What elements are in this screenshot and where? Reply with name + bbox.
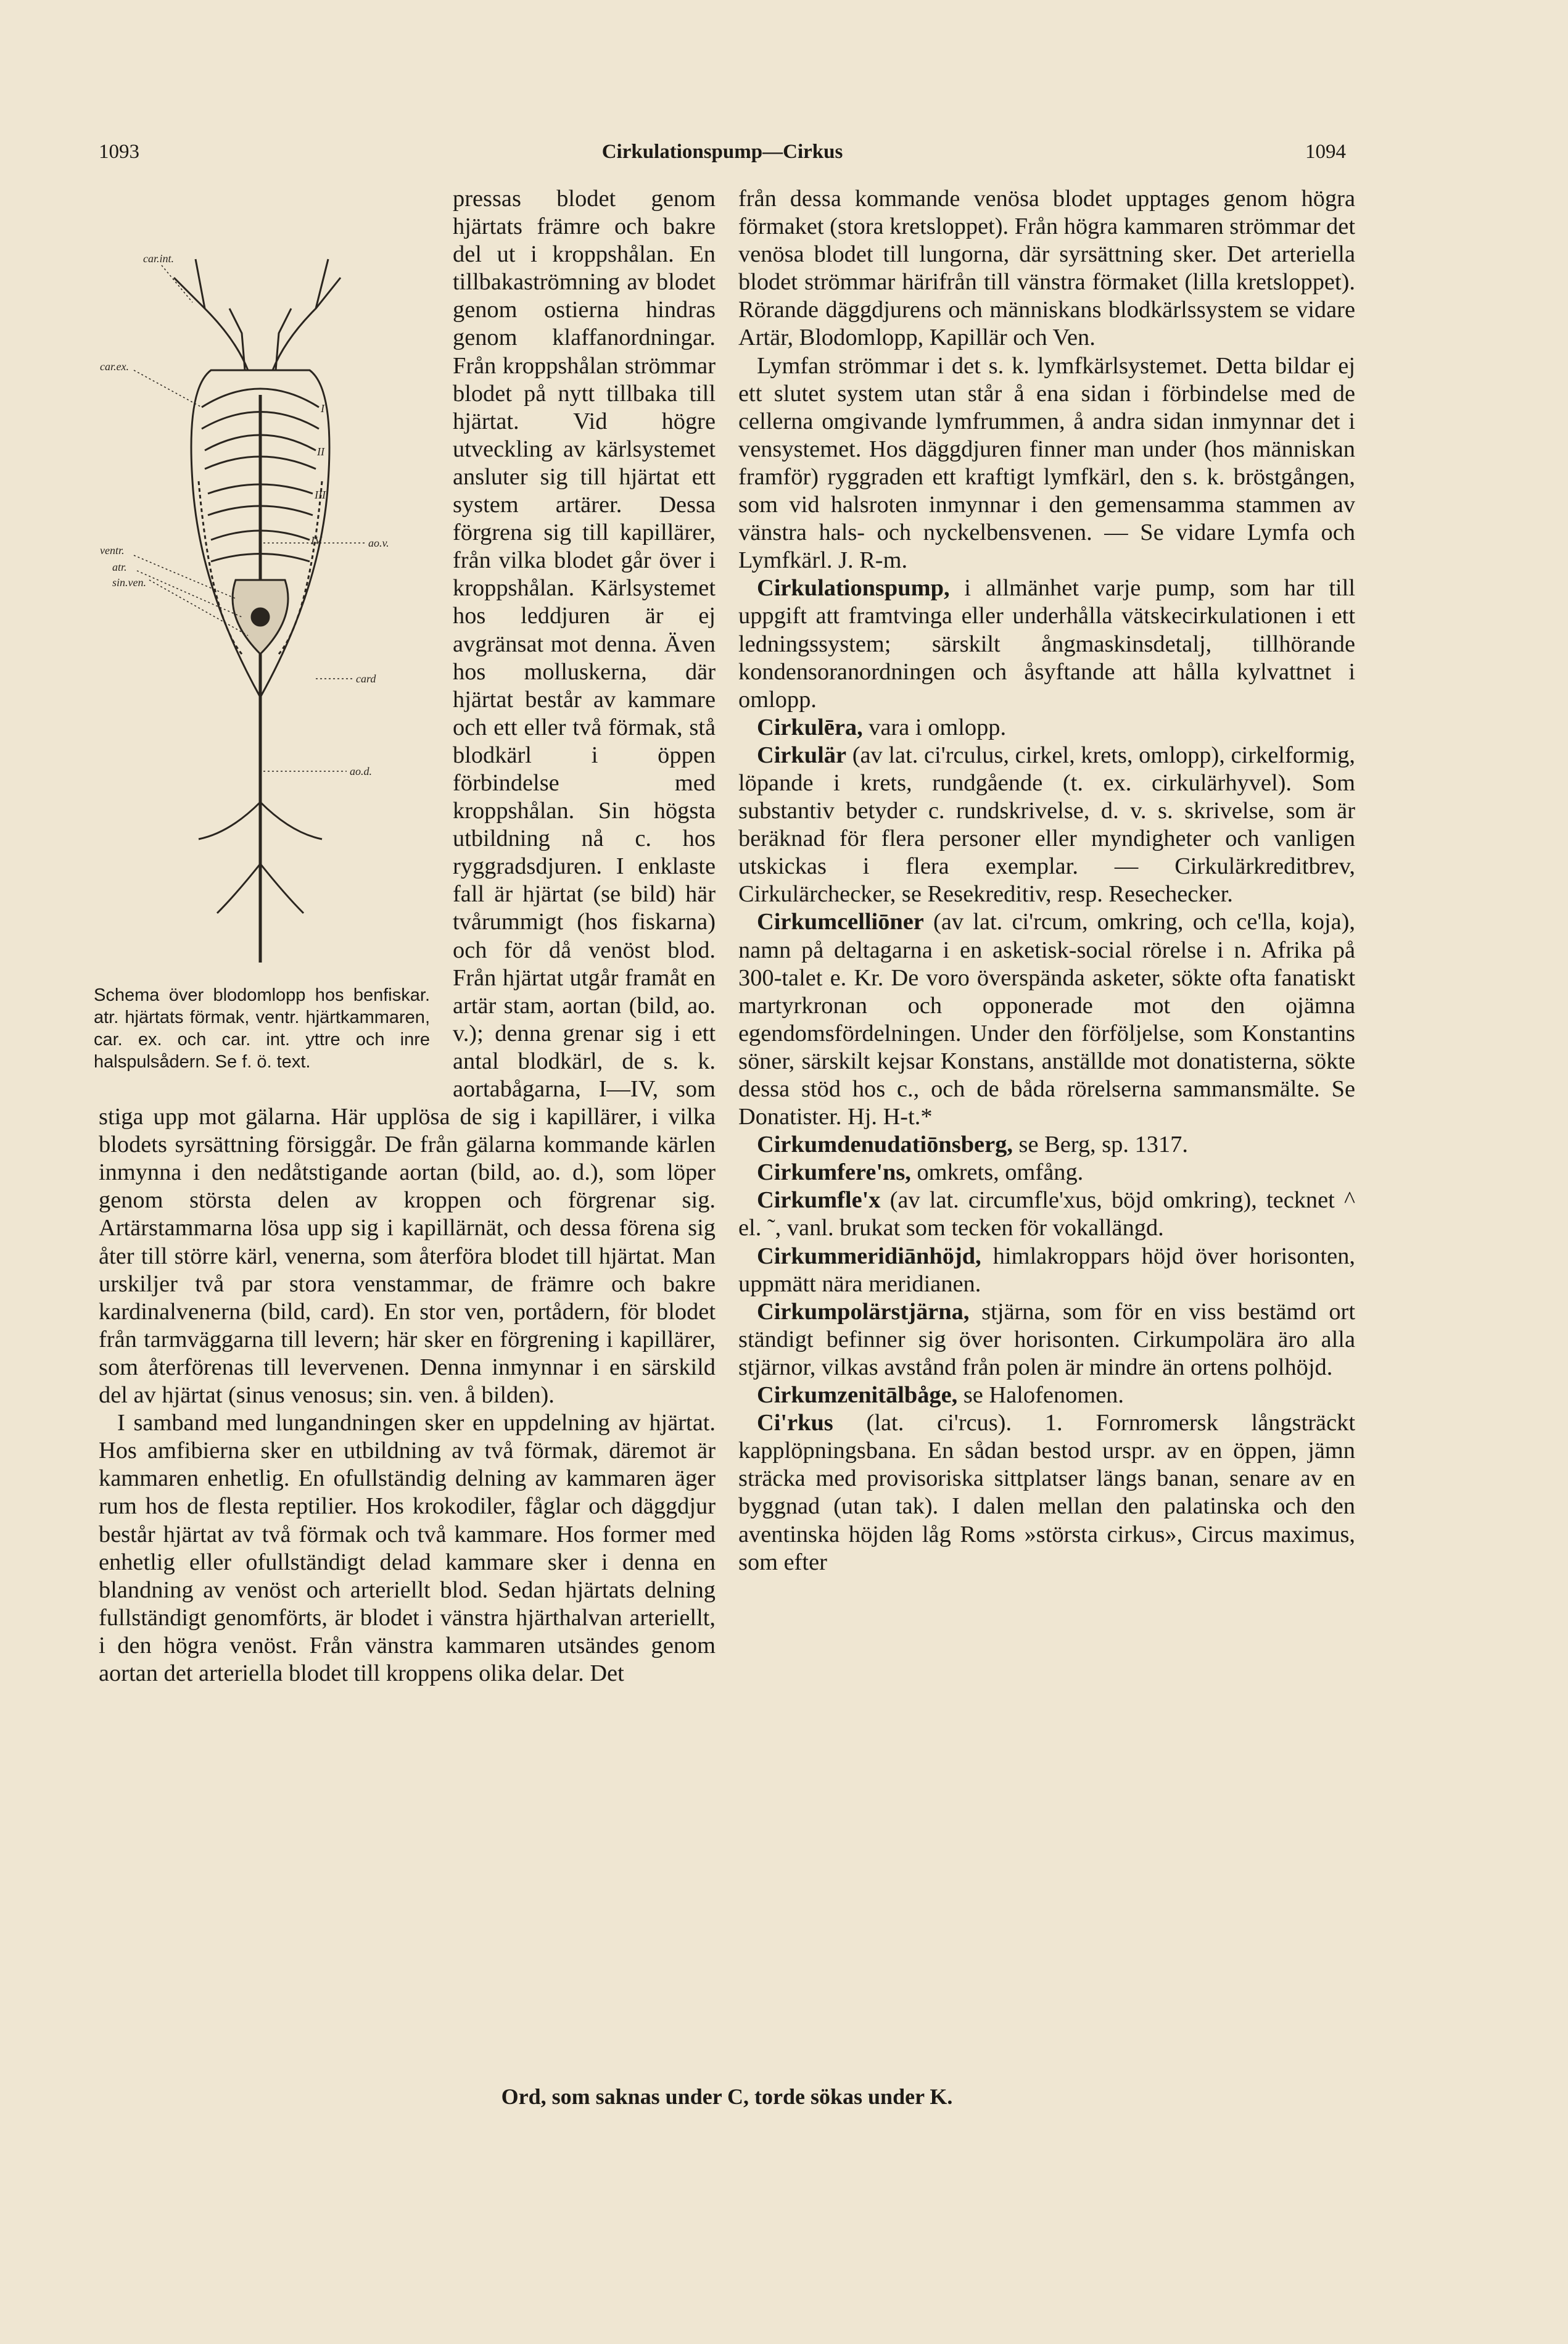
- left-paragraph-1: pressas blodet genom hjärtats främre och bakre del ut i kroppshålan. En tillbakaströmning av blodet genom ostierna hindras genom klaffanordningar. Från kroppshålan strömmar blodet på nytt tillbaka till hjärtat. Vid högre utveckling av kärlsystemet ansluter sig till hjärtat ett system artärer. Dessa förgrena sig till kapillärer, från vilka blodet går över i kroppshålan. Kärlsystemet hos leddjuren är ej avgränsat mot denna. Även hos molluskerna, där hjärtat består av kammare och ett eller två förmak, stå blodkärl i öppen förbindelse med kroppshålan. Sin högsta utbildning nå c. hos ryggradsdjuren. I enklaste fall är hjärtat (se bild) här tvårummigt (hos fiskarna) och för då venöst blod. Från hjärtat utgår framåt en artär stam, aortan (bild, ao. v.); denna grenar sig i ett antal blodkärl, de s. k. aortabågarna, I—IV, som stiga upp mot gälarna. Här upplösa de sig i kapillärer, i vilka blodets syrsättning försiggår. De från gälarna kommande kärlen inmynna i den nedåtstigande aortan (bild, ao. d.), som löper genom största delen av kroppen och förgrenar sig. Artärstammarna lösa upp sig i kapillärnät, och dessa förena sig åter till större kärl, venerna, som återföra blodet till hjärtat. Man urskiljer två par stora venstammar, de främre och bakre kardinalvenerna (bild, card). En stor ven, portådern, för blodet från tarmväggarna till levern; här sker en förgrening i kapillärer, som återförenas till levervenen. Denna inmynnar i en särskild del av hjärtat (sinus venosus; sin. ven. å bilden).: [99, 186, 716, 1409]
- label-sin-ven: sin.ven.: [112, 576, 146, 589]
- label-car-ex: car.ex.: [100, 360, 129, 373]
- right-page-number: 1094: [1305, 141, 1346, 163]
- right-paragraph-1: från dessa kommande venösa blodet upptages genom högra förmaket (stora kretsloppet). Från högra kammaren strömmar det venösa blodet till lungorna, där syrsättning sker. Det arteriella blodet strömmar härifrån till vänstra förmaket (lilla kretsloppet). Rörande däggdjurens och människans blodkärlssystem se vidare Artär, Blodomlopp, Kapillär och Ven.: [738, 186, 1355, 351]
- label-arch-2: II: [317, 445, 324, 458]
- fish-circulation-diagram: [94, 185, 439, 981]
- figure-caption: Schema över blodomlopp hos benfiskar. atr. hjärtats förmak, ventr. hjärtkammaren, car. ex. och car. int. yttre och inre halspulsådern. Se f. ö. text.: [94, 985, 430, 1072]
- entry-cirkumzenitalbage: Cirkumzenitālbåge, se Halofenomen.: [757, 1382, 1124, 1409]
- headword: Cirkumfere'ns,: [757, 1159, 911, 1186]
- right-paragraph-2: Lymfan strömmar i det s. k. lymfkärlsystemet. Detta bildar ej ett slutet system utan står å ena sidan i förbindelse med de cellerna omgivande lymfrummen, å andra sidan inmynnar det i vensystemet. Hos däggdjuren finner man under (hos människan framför) ryggraden ett kraftigt lymfkärl, den s. k. bröstgången, som vid halsroten inmynnar i den gemensamma stammen av vänstra hals- och nyckelbensvenen. — Se vidare Lymfa och Lymfkärl. J. R-m.: [738, 352, 1355, 574]
- left-paragraph-2: I samband med lungandningen sker en uppdelning av hjärtat. Hos amfibierna sker en utbildning av två förmak, däremot är kammaren enhetlig. En ofullständig delning av kammaren äger rum hos de flesta reptilier. Hos krokodiler, fåglar och däggdjur består hjärtat av två förmak och två kammare. Hos former med enhetlig eller ofullständigt delad kammare sker i denna en blandning av venöst och arteriellt blod. Sedan hjärtats delning fullständigt genomförts, är blodet i vänstra hjärthalvan arteriellt, i den högra venöst. Från vänstra kammaren utsändes genom aortan det arteriella blodet till kroppens olika delar. Det: [99, 1410, 716, 1686]
- page-footer-note: Ord, som saknas under C, torde sökas under K.: [501, 2084, 953, 2109]
- headword: Ci'rkus: [757, 1410, 833, 1436]
- entry-cirkumpolarstjarna: Cirkumpolärstjärna, stjärna, som för en viss bestämd ort ständigt befinner sig över horisonten. Cirkumpolära äro alla stjärnor, vilkas avstånd från polen är mindre än ortens polhöjd.: [738, 1298, 1355, 1380]
- entry-cirkular: Cirkulär (av lat. ci'rculus, cirkel, krets, omlopp), cirkelformig, löpande i krets, rundgående (t. ex. cirkulärhyvel). Som substantiv betyder c. rundskrivelse, d. v. s. skrivelse, som är beräknad för flera personer eller myndigheter och vanligen utskickas i flera exemplar. — Cirkulärkreditbrev, Cirkulärchecker, se Resekreditiv, resp. Resechecker.: [738, 742, 1355, 908]
- headword: Cirkulēra,: [757, 714, 863, 740]
- headword: Cirkumcelliōner: [757, 909, 924, 935]
- entry-cirkumdenudationsberg: Cirkumdenudatiōnsberg, se Berg, sp. 1317.: [757, 1132, 1188, 1158]
- label-arch-3: III: [315, 489, 326, 501]
- label-ao-v: ao.v.: [368, 537, 389, 549]
- entry-cirkumcellioner: Cirkumcelliōner (av lat. ci'rcum, omkring, och ce'lla, koja), namn på deltagarna i en asketisk-social rörelse i n. Afrika på 300-talet e. Kr. De voro överspända asketer, sökte ofta fanatiskt martyrkronan och opponerade mot den ojämna egendomsfördelningen. Under den förföljelse, som Konstantins söner, särskilt kejsar Konstans, anställde mot donatisterna, sökte dessa stöd hos c., och de båda rörelserna sammansmälte. Se Donatister. Hj. H-t.*: [738, 909, 1355, 1130]
- entry-cirkulera: Cirkulēra, vara i omlopp.: [757, 714, 1007, 740]
- entry-cirkumferens: Cirkumfere'ns, omkrets, omfång.: [757, 1159, 1084, 1186]
- headword: Cirkumpolärstjärna,: [757, 1298, 970, 1325]
- entry-cirkulationspump: Cirkulationspump, i allmänhet varje pump, som har till uppgift att framtvinga eller underhålla vätskecirkulationen i ett ledningssystem; särskilt ångmaskinsdetalj, tillhörande kondensoranordningen och åsyftande att hålla kylvattnet i omlopp.: [738, 575, 1355, 713]
- entry-cirkumflex: Cirkumfle'x (av lat. circumfle'xus, böjd omkring), tecknet ^ el. ˜, vanl. brukat som tecken för vokallängd.: [738, 1187, 1355, 1241]
- headword: Cirkulationspump,: [757, 575, 950, 602]
- running-header: [99, 141, 1346, 178]
- headword: Cirkumfle'x: [757, 1187, 881, 1214]
- entry-cirkummeridianhojd: Cirkummeridiānhöjd, himlakroppars höjd över horisonten, uppmätt nära meridianen.: [738, 1243, 1355, 1297]
- label-card: card: [356, 673, 376, 685]
- left-page-number: 1093: [99, 141, 139, 163]
- headword: Cirkummeridiānhöjd,: [757, 1243, 981, 1269]
- headword: Cirkumzenitālbåge,: [757, 1382, 958, 1409]
- left-column: [94, 185, 716, 1688]
- headword: Cirkumdenudatiōnsberg,: [757, 1132, 1013, 1158]
- label-arch-1: I: [321, 402, 324, 415]
- entry-cirkus: Ci'rkus (lat. ci'rcus). 1. Fornromersk långsträckt kapplöpningsbana. En sådan bestod urspr. av en öppen, jämn sträcka med provisoriska sittplatser längs banan, senare av en byggnad (utan tak). I dalen mellan den palatinska och den aventinska höjden låg Roms »största cirkus», Circus maximus, som efter: [738, 1410, 1355, 1575]
- headword: Cirkulär: [757, 742, 847, 768]
- right-column: [738, 185, 1355, 1576]
- label-car-int: car.int.: [143, 252, 175, 265]
- label-ventr: ventr.: [100, 544, 125, 557]
- label-atr: atr.: [112, 561, 127, 573]
- running-title: Cirkulationspump—Cirkus: [601, 141, 843, 163]
- blood-circulation-figure: [94, 185, 439, 1092]
- label-ao-d: ao.d.: [350, 765, 372, 777]
- label-arch-4: IV: [311, 534, 321, 547]
